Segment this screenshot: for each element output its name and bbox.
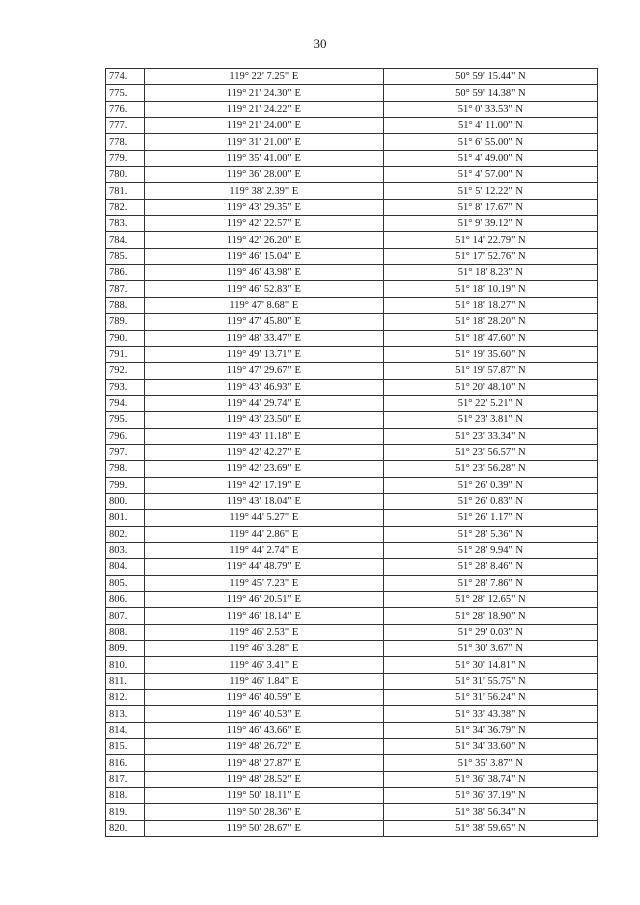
longitude-cell: 119° 43' 23.50" E xyxy=(144,412,383,428)
point-number-cell: 783. xyxy=(106,216,145,232)
longitude-cell: 119° 47' 29.67" E xyxy=(144,363,383,379)
latitude-cell: 51° 26' 0.39" N xyxy=(383,477,597,493)
table-row xyxy=(106,493,598,509)
longitude-cell: 119° 47' 45.80" E xyxy=(144,314,383,330)
table-row xyxy=(106,167,598,183)
table-row xyxy=(106,216,598,232)
latitude-cell: 51° 18' 28.20" N xyxy=(383,314,597,330)
latitude-cell: 51° 8' 17.67" N xyxy=(383,199,597,215)
point-number-cell: 789. xyxy=(106,314,145,330)
latitude-cell: 51° 28' 12.65" N xyxy=(383,592,597,608)
longitude-cell: 119° 43' 11.18" E xyxy=(144,428,383,444)
longitude-cell: 119° 46' 43.66" E xyxy=(144,722,383,738)
latitude-cell: 51° 26' 0.83" N xyxy=(383,493,597,509)
longitude-cell: 119° 21' 24.30" E xyxy=(144,85,383,101)
latitude-cell: 51° 23' 56.28" N xyxy=(383,461,597,477)
table-row xyxy=(106,575,598,591)
table-row xyxy=(106,722,598,738)
point-number-cell: 807. xyxy=(106,608,145,624)
point-number-cell: 815. xyxy=(106,739,145,755)
point-number-cell: 805. xyxy=(106,575,145,591)
point-number-cell: 819. xyxy=(106,804,145,820)
point-number-cell: 795. xyxy=(106,412,145,428)
point-number-cell: 806. xyxy=(106,592,145,608)
table-row xyxy=(106,363,598,379)
latitude-cell: 51° 34' 36.79" N xyxy=(383,722,597,738)
longitude-cell: 119° 44' 29.74" E xyxy=(144,395,383,411)
latitude-cell: 51° 29' 0.03" N xyxy=(383,624,597,640)
longitude-cell: 119° 46' 1.84" E xyxy=(144,673,383,689)
point-number-cell: 784. xyxy=(106,232,145,248)
latitude-cell: 50° 59' 15.44" N xyxy=(383,69,597,85)
table-row xyxy=(106,395,598,411)
point-number-cell: 798. xyxy=(106,461,145,477)
latitude-cell: 51° 36' 38.74" N xyxy=(383,771,597,787)
point-number-cell: 792. xyxy=(106,363,145,379)
coordinates-table xyxy=(105,68,598,837)
point-number-cell: 801. xyxy=(106,510,145,526)
table-row xyxy=(106,118,598,134)
latitude-cell: 51° 36' 37.19" N xyxy=(383,788,597,804)
latitude-cell: 51° 22' 5.21" N xyxy=(383,395,597,411)
table-row xyxy=(106,526,598,542)
latitude-cell: 51° 31' 56.24" N xyxy=(383,690,597,706)
point-number-cell: 778. xyxy=(106,134,145,150)
table-row xyxy=(106,444,598,460)
table-row xyxy=(106,265,598,281)
longitude-cell: 119° 50' 28.67" E xyxy=(144,820,383,836)
point-number-cell: 802. xyxy=(106,526,145,542)
point-number-cell: 804. xyxy=(106,559,145,575)
longitude-cell: 119° 42' 23.69" E xyxy=(144,461,383,477)
latitude-cell: 51° 0' 33.53" N xyxy=(383,101,597,117)
table-row xyxy=(106,199,598,215)
table-row xyxy=(106,771,598,787)
point-number-cell: 779. xyxy=(106,150,145,166)
point-number-cell: 814. xyxy=(106,722,145,738)
table-row xyxy=(106,428,598,444)
longitude-cell: 119° 43' 46.93" E xyxy=(144,379,383,395)
latitude-cell: 51° 19' 57.87" N xyxy=(383,363,597,379)
latitude-cell: 51° 4' 49.00" N xyxy=(383,150,597,166)
latitude-cell: 51° 5' 12.22" N xyxy=(383,183,597,199)
latitude-cell: 51° 4' 11.00" N xyxy=(383,118,597,134)
table-row xyxy=(106,346,598,362)
longitude-cell: 119° 46' 20.51" E xyxy=(144,592,383,608)
table-row xyxy=(106,134,598,150)
table-row xyxy=(106,69,598,85)
latitude-cell: 51° 38' 56.34" N xyxy=(383,804,597,820)
longitude-cell: 119° 43' 29.35" E xyxy=(144,199,383,215)
latitude-cell: 51° 18' 47.60" N xyxy=(383,330,597,346)
table-row xyxy=(106,820,598,836)
point-number-cell: 782. xyxy=(106,199,145,215)
table-row xyxy=(106,673,598,689)
longitude-cell: 119° 31' 21.00" E xyxy=(144,134,383,150)
latitude-cell: 51° 34' 33.60" N xyxy=(383,739,597,755)
latitude-cell: 51° 20' 48.10" N xyxy=(383,379,597,395)
longitude-cell: 119° 48' 26.72" E xyxy=(144,739,383,755)
point-number-cell: 791. xyxy=(106,346,145,362)
latitude-cell: 51° 28' 9.94" N xyxy=(383,542,597,558)
latitude-cell: 51° 9' 39.12" N xyxy=(383,216,597,232)
longitude-cell: 119° 50' 28.36" E xyxy=(144,804,383,820)
table-row xyxy=(106,297,598,313)
table-row xyxy=(106,804,598,820)
longitude-cell: 119° 44' 2.86" E xyxy=(144,526,383,542)
point-number-cell: 776. xyxy=(106,101,145,117)
longitude-cell: 119° 42' 17.19" E xyxy=(144,477,383,493)
longitude-cell: 119° 47' 8.68" E xyxy=(144,297,383,313)
latitude-cell: 51° 18' 10.19" N xyxy=(383,281,597,297)
point-number-cell: 794. xyxy=(106,395,145,411)
table-row xyxy=(106,641,598,657)
point-number-cell: 813. xyxy=(106,706,145,722)
point-number-cell: 786. xyxy=(106,265,145,281)
longitude-cell: 119° 46' 52.83" E xyxy=(144,281,383,297)
longitude-cell: 119° 44' 48.79" E xyxy=(144,559,383,575)
latitude-cell: 51° 17' 52.76" N xyxy=(383,248,597,264)
point-number-cell: 781. xyxy=(106,183,145,199)
table-row xyxy=(106,232,598,248)
latitude-cell: 51° 23' 56.57" N xyxy=(383,444,597,460)
point-number-cell: 774. xyxy=(106,69,145,85)
point-number-cell: 812. xyxy=(106,690,145,706)
latitude-cell: 51° 28' 5.36" N xyxy=(383,526,597,542)
latitude-cell: 51° 6' 55.00" N xyxy=(383,134,597,150)
table-row xyxy=(106,477,598,493)
latitude-cell: 51° 33' 43.38" N xyxy=(383,706,597,722)
table-row xyxy=(106,624,598,640)
latitude-cell: 51° 4' 57.00" N xyxy=(383,167,597,183)
table-row xyxy=(106,755,598,771)
point-number-cell: 787. xyxy=(106,281,145,297)
latitude-cell: 51° 23' 3.81" N xyxy=(383,412,597,428)
page-number: 30 xyxy=(313,36,327,51)
table-row xyxy=(106,542,598,558)
point-number-cell: 808. xyxy=(106,624,145,640)
table-row xyxy=(106,281,598,297)
point-number-cell: 788. xyxy=(106,297,145,313)
table-row xyxy=(106,150,598,166)
latitude-cell: 51° 18' 8.23" N xyxy=(383,265,597,281)
point-number-cell: 799. xyxy=(106,477,145,493)
longitude-cell: 119° 49' 13.71" E xyxy=(144,346,383,362)
point-number-cell: 816. xyxy=(106,755,145,771)
table-row xyxy=(106,85,598,101)
point-number-cell: 818. xyxy=(106,788,145,804)
table-row xyxy=(106,461,598,477)
point-number-cell: 803. xyxy=(106,542,145,558)
point-number-cell: 820. xyxy=(106,820,145,836)
longitude-cell: 119° 43' 18.04" E xyxy=(144,493,383,509)
table-row xyxy=(106,510,598,526)
longitude-cell: 119° 22' 7.25" E xyxy=(144,69,383,85)
point-number-cell: 796. xyxy=(106,428,145,444)
longitude-cell: 119° 42' 22.57" E xyxy=(144,216,383,232)
latitude-cell: 51° 28' 8.46" N xyxy=(383,559,597,575)
longitude-cell: 119° 46' 40.53" E xyxy=(144,706,383,722)
point-number-cell: 797. xyxy=(106,444,145,460)
point-number-cell: 777. xyxy=(106,118,145,134)
longitude-cell: 119° 36' 28.00" E xyxy=(144,167,383,183)
longitude-cell: 119° 46' 40.59" E xyxy=(144,690,383,706)
latitude-cell: 51° 28' 7.86" N xyxy=(383,575,597,591)
latitude-cell: 51° 30' 14.81" N xyxy=(383,657,597,673)
table-row xyxy=(106,788,598,804)
table-row xyxy=(106,314,598,330)
point-number-cell: 775. xyxy=(106,85,145,101)
latitude-cell: 51° 19' 35.60" N xyxy=(383,346,597,362)
latitude-cell: 51° 18' 18.27" N xyxy=(383,297,597,313)
table-row xyxy=(106,739,598,755)
latitude-cell: 51° 26' 1.17" N xyxy=(383,510,597,526)
longitude-cell: 119° 46' 3.28" E xyxy=(144,641,383,657)
longitude-cell: 119° 46' 2.53" E xyxy=(144,624,383,640)
latitude-cell: 51° 38' 59.65" N xyxy=(383,820,597,836)
longitude-cell: 119° 48' 27.87" E xyxy=(144,755,383,771)
table-row xyxy=(106,559,598,575)
longitude-cell: 119° 21' 24.00" E xyxy=(144,118,383,134)
longitude-cell: 119° 46' 43.98" E xyxy=(144,265,383,281)
latitude-cell: 51° 23' 33.34" N xyxy=(383,428,597,444)
point-number-cell: 810. xyxy=(106,657,145,673)
table-row xyxy=(106,706,598,722)
point-number-cell: 809. xyxy=(106,641,145,657)
table-row xyxy=(106,330,598,346)
longitude-cell: 119° 48' 28.52" E xyxy=(144,771,383,787)
longitude-cell: 119° 48' 33.47" E xyxy=(144,330,383,346)
table-row xyxy=(106,657,598,673)
table-row xyxy=(106,379,598,395)
longitude-cell: 119° 46' 18.14" E xyxy=(144,608,383,624)
table-row xyxy=(106,248,598,264)
table-row xyxy=(106,690,598,706)
latitude-cell: 51° 28' 18.90" N xyxy=(383,608,597,624)
point-number-cell: 811. xyxy=(106,673,145,689)
point-number-cell: 780. xyxy=(106,167,145,183)
longitude-cell: 119° 42' 26.20" E xyxy=(144,232,383,248)
latitude-cell: 51° 31' 55.75" N xyxy=(383,673,597,689)
table-row xyxy=(106,592,598,608)
latitude-cell: 51° 14' 22.79" N xyxy=(383,232,597,248)
coordinates-table-body xyxy=(106,69,598,837)
point-number-cell: 793. xyxy=(106,379,145,395)
table-row xyxy=(106,183,598,199)
longitude-cell: 119° 46' 15.04" E xyxy=(144,248,383,264)
longitude-cell: 119° 35' 41.00" E xyxy=(144,150,383,166)
point-number-cell: 790. xyxy=(106,330,145,346)
point-number-cell: 817. xyxy=(106,771,145,787)
longitude-cell: 119° 38' 2.39" E xyxy=(144,183,383,199)
longitude-cell: 119° 21' 24.22" E xyxy=(144,101,383,117)
table-row xyxy=(106,101,598,117)
longitude-cell: 119° 44' 5.27" E xyxy=(144,510,383,526)
longitude-cell: 119° 42' 42.27" E xyxy=(144,444,383,460)
point-number-cell: 785. xyxy=(106,248,145,264)
latitude-cell: 51° 30' 3.67" N xyxy=(383,641,597,657)
longitude-cell: 119° 45' 7.23" E xyxy=(144,575,383,591)
longitude-cell: 119° 50' 18.11" E xyxy=(144,788,383,804)
longitude-cell: 119° 44' 2.74" E xyxy=(144,542,383,558)
table-row xyxy=(106,412,598,428)
longitude-cell: 119° 46' 3.41" E xyxy=(144,657,383,673)
latitude-cell: 50° 59' 14.38" N xyxy=(383,85,597,101)
table-row xyxy=(106,608,598,624)
latitude-cell: 51° 35' 3.87" N xyxy=(383,755,597,771)
point-number-cell: 800. xyxy=(106,493,145,509)
